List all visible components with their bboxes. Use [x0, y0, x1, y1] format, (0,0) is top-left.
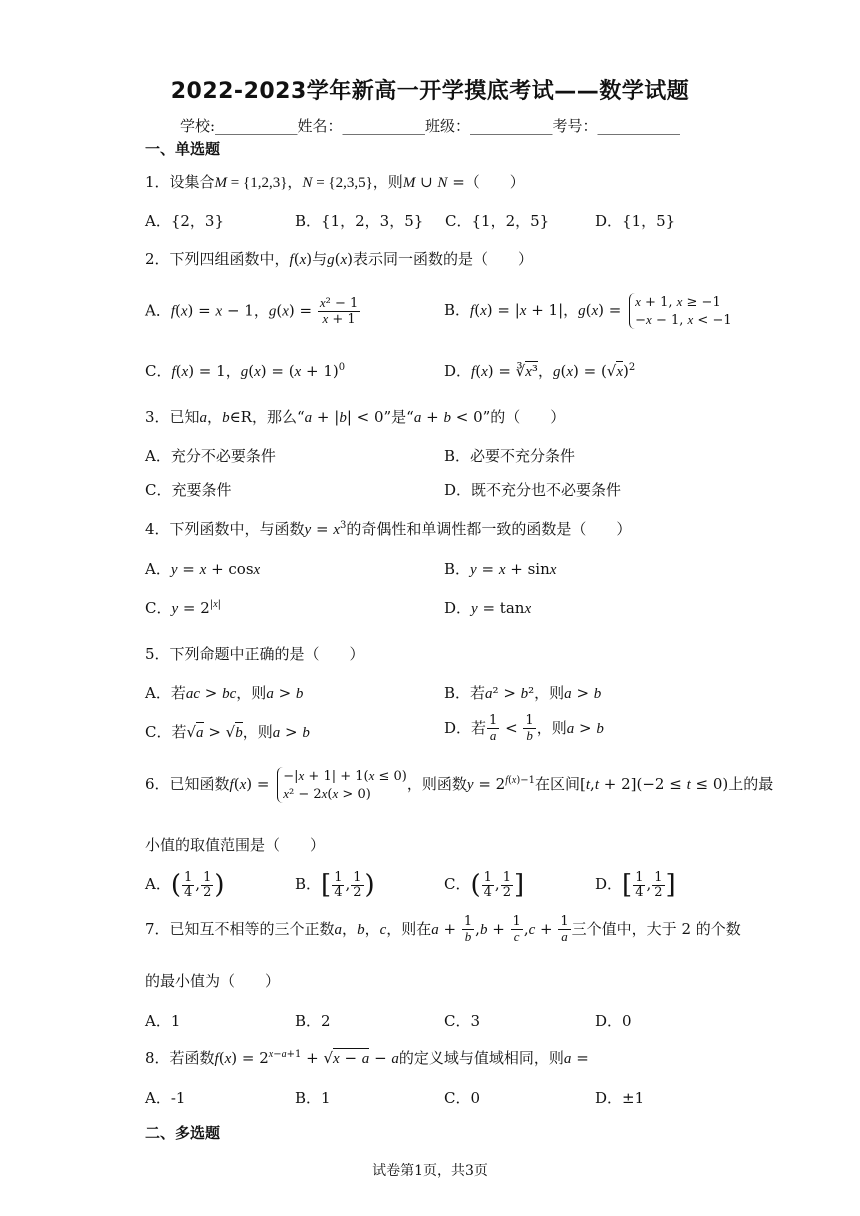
q5-option-c: C．若√a > √b，则a > b	[145, 723, 310, 741]
q6-option-a: A．( $\frac{1}{4}$ , $\frac{1}{2}$ )	[145, 869, 225, 900]
question-6: 6．已知函数f(x) = −|x + 1| + 1(x ≤ 0) x² − 2x(x > 0)，则函数$y = 2^{f(x)-1}$在区间[t,t + 2](−2 ≤ t ≤ 0)上的最	[145, 768, 774, 802]
question-7-continued: 的最小值为（ ）	[145, 972, 281, 990]
question-6-continued: 小值的取值范围是（ ）	[145, 836, 326, 854]
page-title: 2022-2023学年新高一开学摸底考试——数学试题	[170, 79, 690, 104]
question-1: 1．设集合M = {1,2,3}，N = {2,3,5}，则M ∪ N =（ ）	[145, 173, 525, 191]
question-5: 5．下列命题中正确的是（ ）	[145, 645, 365, 663]
q1-option-a: A．{2，3}	[145, 212, 225, 230]
section-single-choice: 一、单选题	[145, 140, 221, 158]
q6-option-d: D．[ $\frac{1}{4}$ , $\frac{1}{2}$ ]	[595, 869, 676, 900]
question-3: 3．已知a，b∈R，那么“a + |b| < 0”是“a + b < 0”的（ ）	[145, 408, 566, 426]
q3-option-c: C．充要条件	[145, 481, 232, 499]
q2-option-d: D．f(x) = ∛x³，$g(x) = (√x)^2$	[444, 362, 636, 380]
q6-option-b: B．[ $\frac{1}{4}$ , $\frac{1}{2}$ )	[295, 869, 375, 900]
q5-option-a: A．若ac > bc，则a > b	[145, 684, 304, 702]
q2-option-b: B．f(x) = |x + 1|，g(x) = x + 1, x ≥ −1 −x − 1, x < −1	[444, 294, 732, 328]
question-2: 2．下列四组函数中，f(x)与g(x)表示同一函数的是（ ）	[145, 250, 533, 268]
question-7: 7．已知互不相等的三个正数a，b，c，则在a + $\frac{1}{b}$ ,b + $\frac{1}{c}$ ,c + $\frac{1}{a}$ 三个值中，大于 2 的个数	[145, 914, 741, 944]
page-footer: 试卷第1页，共3页	[372, 1163, 488, 1179]
question-4: 4．下列函数中，与函数$y = x^3$的奇偶性和单调性都一致的函数是（ ）	[145, 520, 632, 538]
q7-option-d: D．0	[595, 1012, 632, 1030]
q4-option-a: A．y = x + cosx	[145, 560, 261, 578]
q7-option-c: C．3	[444, 1012, 481, 1030]
q1-option-d: D．{1，5}	[595, 212, 676, 230]
q4-option-b: B．y = x + sinx	[444, 560, 557, 578]
section-multiple-choice: 二、多选题	[145, 1124, 221, 1142]
q8-option-d: D．±1	[595, 1089, 645, 1107]
q3-option-a: A．充分不必要条件	[145, 447, 276, 465]
q1-option-b: B．{1，2，3，5}	[295, 212, 424, 230]
q6-option-c: C．( $\frac{1}{4}$ , $\frac{1}{2}$ ]	[444, 869, 525, 900]
q2-option-a: A．f(x) = x − 1，g(x) = $\frac{\text{x² − 1}}{x + 1}$	[145, 295, 359, 327]
q5-option-d: D．若 $\frac{1}{a}$ < $\frac{1}{b}$ ，则a > b	[444, 713, 604, 743]
q1-option-c: C．{1，2，5}	[445, 212, 550, 230]
q8-option-c: C．0	[444, 1089, 481, 1107]
student-info-line: 学校:___________姓名：___________班级：___________考号：___________	[179, 117, 681, 135]
q8-option-b: B．1	[295, 1089, 331, 1107]
q5-option-b: B．若a² > b²，则a > b	[444, 684, 602, 702]
q7-option-a: A．1	[145, 1012, 181, 1030]
q8-option-a: A．-1	[145, 1089, 186, 1107]
q3-option-d: D．既不充分也不必要条件	[444, 481, 622, 499]
q4-option-c: C．$y = 2^{|x|}$	[145, 599, 222, 617]
q3-option-b: B．必要不充分条件	[444, 447, 576, 465]
question-8: 8．若函数$f(x) = 2^{x-a+1} + √x - a - a$的定义域与值域相同，则a =	[145, 1049, 589, 1067]
q2-option-c: C．f(x) = 1，$g(x) = (x + 1)^0$	[145, 362, 346, 380]
q4-option-d: D．y = tanx	[444, 599, 532, 617]
q7-option-b: B．2	[295, 1012, 331, 1030]
